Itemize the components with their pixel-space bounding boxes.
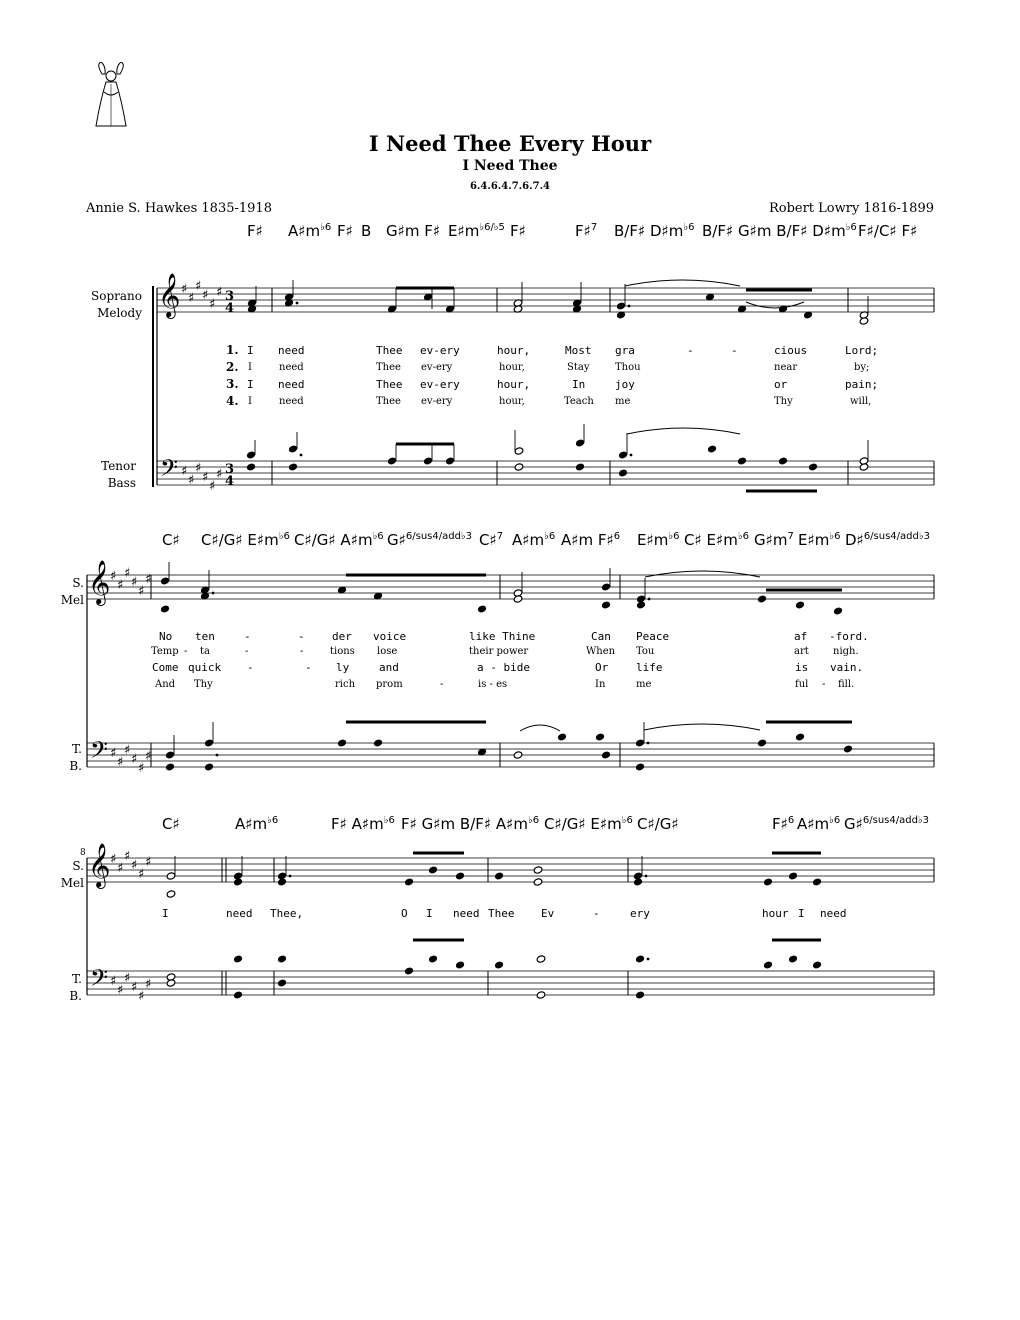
lyric-syllable: Thee xyxy=(488,907,515,920)
lyric-syllable: need xyxy=(453,907,480,920)
notehead xyxy=(160,577,170,585)
key-signature-sharp: ♯ xyxy=(131,575,138,590)
chord-symbol: C♯/G♯ xyxy=(637,815,679,833)
verse-number: 1. xyxy=(226,343,239,357)
notehead xyxy=(404,967,414,975)
lyric-syllable: ev-ery xyxy=(421,396,453,407)
chord-symbol: B/F♯ $D♯m^{♭6}$ xyxy=(614,222,695,240)
notehead xyxy=(494,961,504,969)
notehead xyxy=(246,463,256,471)
key-signature-sharp: ♯ xyxy=(110,746,117,761)
lyric-hyphen: - xyxy=(687,344,694,357)
notehead xyxy=(601,583,611,591)
notehead xyxy=(160,605,170,613)
lyric-syllable: Thy xyxy=(194,679,213,690)
lyric-syllable: Most xyxy=(565,344,592,357)
lyric-syllable: me xyxy=(615,396,631,407)
key-signature-sharp: ♯ xyxy=(124,743,131,758)
lyric-syllable: art xyxy=(794,646,809,657)
treble-clef-icon: 𝄞 xyxy=(88,843,111,887)
key-signature-sharp: ♯ xyxy=(131,858,138,873)
bass-clef-icon: 𝄢 xyxy=(160,454,179,487)
chord-symbol: C♯/G♯ $E♯m^{♭6}$ xyxy=(544,815,633,833)
notehead xyxy=(757,595,767,603)
augmentation-dot xyxy=(628,305,631,308)
lyric-syllable: vain. xyxy=(830,661,864,674)
key-signature-sharp: ♯ xyxy=(110,569,117,584)
lyric-hyphen: - xyxy=(244,630,251,643)
key-signature-sharp: ♯ xyxy=(117,983,124,998)
lyric-syllable: Or xyxy=(595,661,609,674)
notehead xyxy=(575,463,585,471)
lyric-syllable: need xyxy=(820,907,847,920)
notehead xyxy=(233,955,243,963)
staff-label-lower: T. B. xyxy=(69,972,82,1003)
key-signature-sharp: ♯ xyxy=(117,755,124,770)
lyric-syllable: Thee xyxy=(376,362,401,373)
notehead xyxy=(795,733,805,741)
notehead xyxy=(601,601,611,609)
lyric-syllable: Thy xyxy=(774,396,793,407)
notehead xyxy=(788,955,798,963)
notehead xyxy=(812,961,822,969)
chord-symbol: $E♯m^{♭6/♭5}$ xyxy=(448,222,505,240)
slur xyxy=(625,280,740,286)
lyric-syllable: by; xyxy=(854,362,870,373)
augmentation-dot xyxy=(645,875,648,878)
notehead xyxy=(533,866,543,874)
slur xyxy=(645,571,760,577)
key-signature-sharp: ♯ xyxy=(181,464,188,479)
notehead xyxy=(494,872,504,880)
chord-symbol: C♯ xyxy=(162,815,180,833)
chord-symbol: $A♯m^{♭6}$ xyxy=(235,815,279,833)
lyric-hyphen: - xyxy=(298,630,305,643)
chord-symbol: $E♯m^{♭6}$ xyxy=(637,531,680,549)
key-signature-sharp: ♯ xyxy=(195,279,202,294)
key-signature-sharp: ♯ xyxy=(124,971,131,986)
notehead xyxy=(513,751,523,759)
key-signature-sharp: ♯ xyxy=(138,761,145,776)
lyric-syllable: I xyxy=(162,907,169,920)
lyric-syllable: ev-ery xyxy=(420,378,460,391)
notehead xyxy=(557,733,567,741)
augmentation-dot xyxy=(216,754,219,757)
treble-clef-icon: 𝄞 xyxy=(158,273,181,317)
composer-credit: Robert Lowry 1816-1899 xyxy=(768,201,934,216)
staff-label-upper: S. Mel xyxy=(60,576,84,607)
lyric-syllable: need xyxy=(279,362,304,373)
notehead xyxy=(166,890,176,898)
notehead xyxy=(514,463,524,471)
notehead xyxy=(616,302,626,310)
notehead xyxy=(808,463,818,471)
bass-clef-icon: 𝄢 xyxy=(90,736,109,769)
lyric-syllable: Stay xyxy=(567,362,590,373)
lyric-syllable: No xyxy=(159,630,173,643)
augmentation-dot xyxy=(212,592,215,595)
lyric-syllable: joy xyxy=(615,378,635,391)
lyric-syllable: When xyxy=(586,646,616,657)
lyric-syllable: is - es xyxy=(478,679,508,690)
lyric-syllable: I xyxy=(248,396,252,407)
lyric-syllable: ev-ery xyxy=(420,344,460,357)
augmentation-dot xyxy=(296,302,299,305)
verse-number: 3. xyxy=(226,377,239,391)
verse-number: 4. xyxy=(226,394,239,408)
notehead xyxy=(337,739,347,747)
chord-symbol: C♯/G♯ $A♯m^{♭6}$ xyxy=(294,531,384,549)
slur xyxy=(746,302,804,308)
chord-symbol: $E♯m^{♭6}$ xyxy=(798,531,841,549)
lyric-syllable: Thee xyxy=(376,344,403,357)
notehead xyxy=(233,991,243,999)
notehead xyxy=(575,439,585,447)
lyric-syllable: Can xyxy=(591,630,611,643)
notehead xyxy=(618,451,628,459)
lyric-syllable: a - bide xyxy=(477,661,530,674)
key-signature-sharp: ♯ xyxy=(209,479,216,494)
lyric-syllable: life xyxy=(636,661,663,674)
lyric-syllable: In xyxy=(595,679,606,690)
notehead xyxy=(373,739,383,747)
lyric-hyphen: - xyxy=(440,679,444,690)
lyric-syllable: hour, xyxy=(499,396,525,407)
chord-symbol: G♯$^{6/sus4/add♭3}$ xyxy=(387,531,473,549)
lyric-syllable: hour, xyxy=(497,378,531,391)
time-signature: 3 xyxy=(225,462,235,477)
key-signature-sharp: ♯ xyxy=(145,749,152,764)
lyric-hyphen: - xyxy=(731,344,738,357)
lyric-syllable: lose xyxy=(377,646,398,657)
augmentation-dot xyxy=(648,598,651,601)
notehead xyxy=(204,739,214,747)
notehead xyxy=(387,457,397,465)
lyric-syllable: Come xyxy=(152,661,179,674)
lyric-syllable: Temp xyxy=(151,646,179,657)
notehead xyxy=(428,866,438,874)
lyric-syllable: Thou xyxy=(615,362,641,373)
lyric-syllable: near xyxy=(774,362,798,373)
lyric-hyphen: - xyxy=(184,646,188,657)
slur xyxy=(644,724,760,730)
lyric-syllable: need xyxy=(278,378,305,391)
staff-label-lower: T. B. xyxy=(69,742,82,773)
notehead xyxy=(455,961,465,969)
notehead xyxy=(455,872,465,880)
lyric-syllable: quick xyxy=(188,661,222,674)
notehead xyxy=(428,955,438,963)
notehead xyxy=(404,878,414,886)
chord-symbol: F♯/C♯ F♯ xyxy=(858,222,918,240)
chord-symbol: C♯/G♯ $E♯m^{♭6}$ xyxy=(201,531,290,549)
lyric-syllable: like Thine xyxy=(469,630,536,643)
notehead xyxy=(843,745,853,753)
key-signature-sharp: ♯ xyxy=(145,855,152,870)
lyric-syllable: I xyxy=(426,907,433,920)
chord-symbol: F♯$^7$ xyxy=(575,222,598,240)
chord-symbol: $G♯m^7$ xyxy=(754,531,794,549)
lyric-syllable: And xyxy=(155,679,176,690)
staff-label-upper: S. Mel xyxy=(60,859,84,890)
lyric-syllable: voice xyxy=(373,630,407,643)
lyric-syllable: need xyxy=(278,344,305,357)
notehead xyxy=(635,991,645,999)
lyric-syllable: Thee xyxy=(376,378,403,391)
chord-symbol: F♯ xyxy=(247,222,263,240)
notehead xyxy=(788,872,798,880)
chord-symbol: C♯ $E♯m^{♭6}$ xyxy=(684,531,749,549)
lyric-syllable: ev-ery xyxy=(421,362,453,373)
notehead xyxy=(514,447,524,455)
lyric-syllable: Thee, xyxy=(270,907,304,920)
key-signature-sharp: ♯ xyxy=(202,470,209,485)
key-signature-sharp: ♯ xyxy=(202,288,209,303)
key-signature-sharp: ♯ xyxy=(188,291,195,306)
staff-label-lower: Tenor Bass xyxy=(101,459,136,490)
chord-symbol: $A♯m^{♭6}$ xyxy=(797,815,841,833)
key-signature-sharp: ♯ xyxy=(131,980,138,995)
key-signature-sharp: ♯ xyxy=(110,852,117,867)
chord-symbol: F♯ xyxy=(510,222,526,240)
lyric-syllable: will, xyxy=(850,396,872,407)
lyric-syllable: hour, xyxy=(499,362,525,373)
lyric-syllable: and xyxy=(379,661,399,674)
key-signature-sharp: ♯ xyxy=(138,867,145,882)
key-signature-sharp: ♯ xyxy=(131,752,138,767)
poet-credit: Annie S. Hawkes 1835-1918 xyxy=(86,201,272,216)
notehead xyxy=(165,763,175,771)
lyric-syllable: need xyxy=(279,396,304,407)
notehead xyxy=(812,878,822,886)
meter: 6.4.6.4.7.6.7.4 xyxy=(469,181,551,192)
chord-symbol: A♯m F♯$^6$ xyxy=(561,531,621,549)
notehead xyxy=(601,751,611,759)
lyric-syllable: der xyxy=(332,630,352,643)
key-signature-sharp: ♯ xyxy=(195,461,202,476)
notehead xyxy=(833,607,843,615)
lyric-syllable: O xyxy=(401,907,408,920)
lyric-syllable: cious xyxy=(774,344,808,357)
chord-symbol: F♯ $A♯m^{♭6}$ xyxy=(331,815,395,833)
measure-number: 8 xyxy=(80,848,86,858)
lyric-syllable: ful xyxy=(795,679,809,690)
lyric-syllable: ta xyxy=(200,646,210,657)
lyric-syllable: Peace xyxy=(636,630,670,643)
lyric-syllable: prom xyxy=(376,679,403,690)
key-signature-sharp: ♯ xyxy=(209,297,216,312)
chord-symbol: G♯$^{6/sus4/add♭3}$ xyxy=(844,815,930,833)
time-signature: 4 xyxy=(225,474,235,489)
lyric-syllable: nigh. xyxy=(833,646,859,657)
notehead xyxy=(636,601,646,609)
key-signature-sharp: ♯ xyxy=(110,974,117,989)
chord-symbol: F♯ G♯m B/F♯ $A♯m^{♭6}$ xyxy=(401,815,540,833)
notehead xyxy=(778,457,788,465)
notehead xyxy=(246,451,256,459)
lyric-syllable: -ford. xyxy=(829,630,869,643)
notehead xyxy=(533,878,543,886)
key-signature-sharp: ♯ xyxy=(188,473,195,488)
notehead xyxy=(288,463,298,471)
lyric-syllable: need xyxy=(226,907,253,920)
treble-clef-icon: 𝄞 xyxy=(88,560,111,604)
notehead xyxy=(165,751,175,759)
lyric-syllable: I xyxy=(247,344,254,357)
augmentation-dot xyxy=(630,454,633,457)
notehead xyxy=(536,955,546,963)
notehead xyxy=(595,733,605,741)
notehead xyxy=(635,763,645,771)
lyric-syllable: hour, xyxy=(497,344,531,357)
chord-symbol: $A♯m^{♭6}$ xyxy=(288,222,332,240)
lyric-syllable: their power xyxy=(469,646,529,657)
chord-symbol: B/F♯ G♯m B/F♯ $D♯m^{♭6}$ xyxy=(702,222,857,240)
lyric-hyphen: - xyxy=(245,646,249,657)
lyric-syllable: Lord; xyxy=(845,344,879,357)
key-signature-sharp: ♯ xyxy=(181,282,188,297)
notehead xyxy=(288,445,298,453)
notehead xyxy=(204,763,214,771)
notehead xyxy=(707,445,717,453)
key-signature-sharp: ♯ xyxy=(145,572,152,587)
notehead xyxy=(737,457,747,465)
lyric-syllable: I xyxy=(798,907,805,920)
lyric-syllable: In xyxy=(572,378,586,391)
song-title: I Need Thee Every Hour xyxy=(368,131,652,156)
notehead xyxy=(763,878,773,886)
chord-symbol: B xyxy=(361,222,372,240)
notehead xyxy=(277,979,287,987)
notehead xyxy=(445,457,455,465)
lyric-hyphen: - xyxy=(300,646,304,657)
lyric-syllable: I xyxy=(248,362,252,373)
lyric-syllable: af xyxy=(794,630,808,643)
notehead xyxy=(423,457,433,465)
notehead xyxy=(477,605,487,613)
slur xyxy=(520,725,560,731)
notehead xyxy=(277,955,287,963)
lyric-syllable: is xyxy=(795,661,809,674)
notehead xyxy=(795,601,805,609)
notehead xyxy=(763,961,773,969)
lyric-hyphen: - xyxy=(305,661,312,674)
key-signature-sharp: ♯ xyxy=(117,578,124,593)
lyric-syllable: tions xyxy=(330,646,355,657)
key-signature-sharp: ♯ xyxy=(124,566,131,581)
notehead xyxy=(277,878,287,886)
chord-symbol: C♯ xyxy=(162,531,180,549)
lyric-syllable: I xyxy=(247,378,254,391)
lyric-syllable: rich xyxy=(335,679,356,690)
bass-clef-icon: 𝄢 xyxy=(90,964,109,997)
slur xyxy=(627,428,740,434)
time-signature: 3 xyxy=(225,289,235,304)
lyric-syllable: gra xyxy=(615,344,635,357)
verse-number: 2. xyxy=(226,360,239,374)
lyric-syllable: hour xyxy=(762,907,789,920)
lyric-syllable: or xyxy=(774,378,788,391)
chord-symbol: F♯$^6$ xyxy=(772,815,795,833)
augmentation-dot xyxy=(647,742,650,745)
lyric-syllable: Tou xyxy=(636,646,655,657)
notehead xyxy=(635,955,645,963)
notehead xyxy=(536,991,546,999)
augmentation-dot xyxy=(647,958,650,961)
lyric-syllable: Teach xyxy=(564,396,594,407)
key-signature-sharp: ♯ xyxy=(124,849,131,864)
lyric-syllable: ery xyxy=(630,907,650,920)
notehead xyxy=(618,469,628,477)
chord-symbol: $A♯m^{♭6}$ xyxy=(512,531,556,549)
key-signature-sharp: ♯ xyxy=(145,977,152,992)
chord-symbol: F♯ xyxy=(337,222,353,240)
tune-name: I Need Thee xyxy=(462,158,558,174)
lyric-syllable: me xyxy=(636,679,652,690)
lyric-syllable: pain; xyxy=(845,378,879,391)
chord-symbol: D♯$^{6/sus4/add♭3}$ xyxy=(845,531,930,549)
key-signature-sharp: ♯ xyxy=(216,285,223,300)
key-signature-sharp: ♯ xyxy=(138,989,145,1004)
lyric-hyphen: - xyxy=(247,661,254,674)
lyric-hyphen: - xyxy=(593,907,600,920)
notehead xyxy=(635,739,645,747)
lyric-syllable: ten xyxy=(195,630,215,643)
notehead xyxy=(757,739,767,747)
key-signature-sharp: ♯ xyxy=(117,861,124,876)
key-signature-sharp: ♯ xyxy=(216,467,223,482)
augmentation-dot xyxy=(300,454,303,457)
lyric-syllable: Ev xyxy=(541,907,555,920)
augmentation-dot xyxy=(289,875,292,878)
notehead xyxy=(633,878,643,886)
chord-symbol: C♯$^7$ xyxy=(479,531,504,549)
notehead xyxy=(233,878,243,886)
lyric-syllable: Thee xyxy=(376,396,401,407)
lyric-syllable: fill. xyxy=(838,679,855,690)
time-signature: 4 xyxy=(225,301,235,316)
staff-label-upper: Soprano Melody xyxy=(91,289,142,320)
lyric-syllable: ly xyxy=(336,661,350,674)
key-signature-sharp: ♯ xyxy=(138,584,145,599)
chord-symbol: G♯m F♯ xyxy=(386,222,441,240)
notehead xyxy=(166,872,176,880)
lyric-hyphen: - xyxy=(822,679,826,690)
